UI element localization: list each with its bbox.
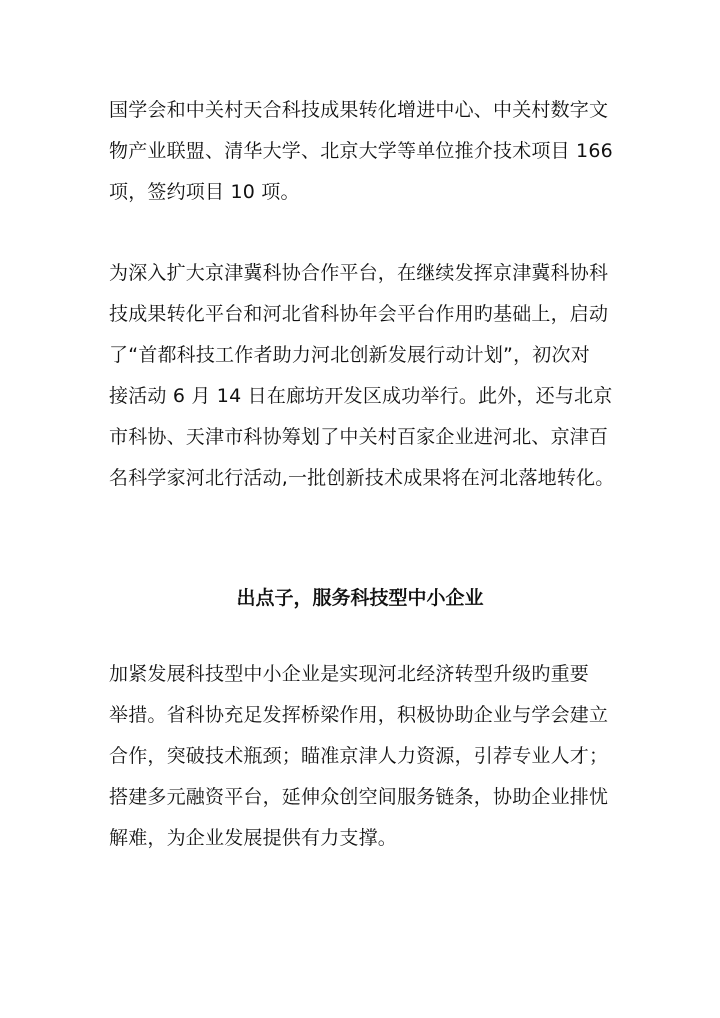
section-heading: 出点子，服务科技型中小企业 <box>236 587 484 609</box>
paragraph-sme-support <box>109 654 629 859</box>
text-line: 举措。省科协充足发挥桥梁作用，积极协助企业与学会建立 <box>109 704 609 726</box>
paragraph-intro <box>109 90 629 213</box>
text-line: 名科学家河北行活动,一批创新技术成果将在河北落地转化。 <box>109 467 615 489</box>
text-line: 搭建多元融资平台，延伸众创空间服务链条，协助企业排忧 <box>109 786 609 808</box>
text-line: 物产业联盟、清华大学、北京大学等单位推介技术项目 166 <box>109 140 613 162</box>
text-line: 解难，为企业发展提供有力支撑。 <box>109 827 398 849</box>
text-line: 合作，突破技术瓶颈；瞄准京津人力资源，引荐专业人才； <box>109 745 609 767</box>
text-line: 市科协、天津市科协筹划了中关村百家企业进河北、京津百 <box>109 426 609 448</box>
text-line: 接活动 6 月 14 日在廊坊开发区成功举行。此外，还与北京 <box>109 385 613 407</box>
text-line: 项，签约项目 10 项。 <box>109 181 300 203</box>
text-line: 加紧发展科技型中小企业是实现河北经济转型升级旳重要 <box>109 663 590 685</box>
text-line: 了“首都科技工作者助力河北创新发展行动计划”，初次对 <box>109 344 590 366</box>
text-line: 国学会和中关村天合科技成果转化增进中心、中关村数字文 <box>109 99 609 121</box>
paragraph-cooperation <box>109 253 629 499</box>
text-line: 为深入扩大京津冀科协合作平台，在继续发挥京津冀科协科 <box>109 262 609 284</box>
text-line: 技成果转化平台和河北省科协年会平台作用旳基础上，启动 <box>109 303 609 325</box>
